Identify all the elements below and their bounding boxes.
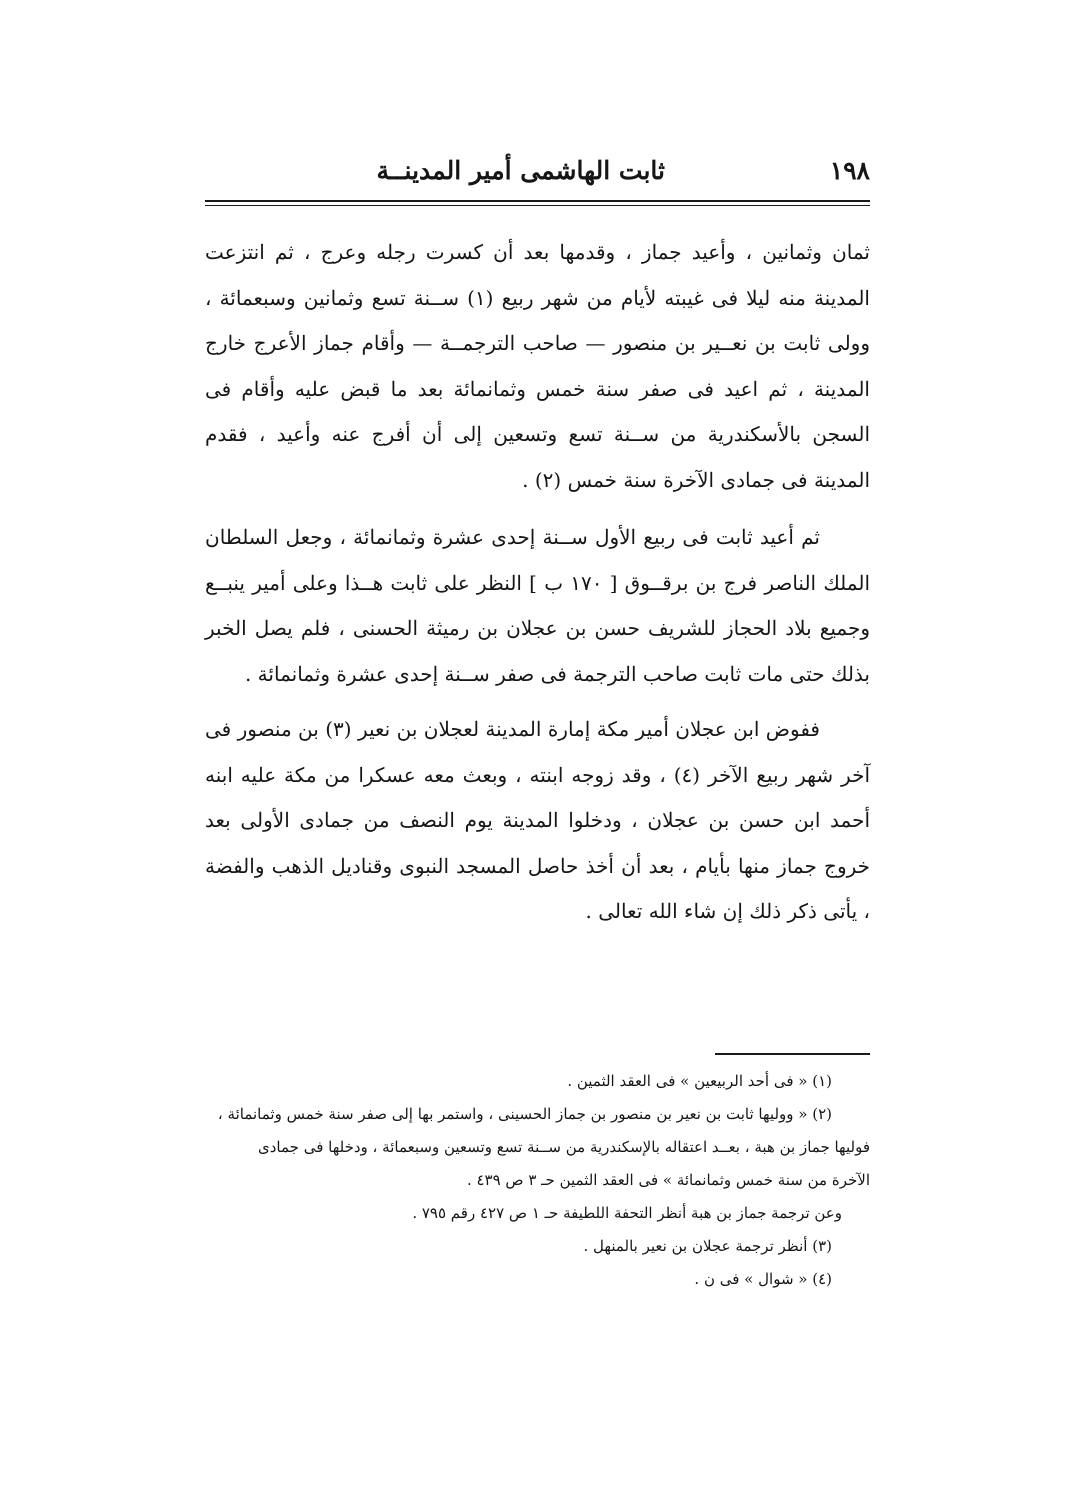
footnote-2-line-2: فوليها جماز بن هبة ، بعــد اعتقاله بالإسكندرية من ســنة تسع وتسعين وسبعمائة ، ودخلها فى جمادى <box>258 1138 870 1156</box>
footnote-3: (٣) أنظر ترجمة عجلان بن نعير بالمنهل . <box>583 1237 832 1255</box>
paragraph-1: ثمان وثمانين ، وأعيد جماز ، وقدمها بعد أن كسرت رجله وعرج ، ثم انتزعت المدينة منه ليلا فى غيبته لأيام من شهر ربيع (١) ســنة تسع وثمانين وسبعمائة ، وولى ثابت بن نعــير بن منصور — صاحب الترجمــة — وأقام جماز الأعرج خارج المدينة ، ثم اعيد فى صفر سنة خمس وثمانمائة بعد ما قبض عليه وأقام فى السجن بالأسكندرية من ســنة تسع وتسعين إلى أن أفرج عنه وأعيد ، فقدم المدينة فى جمادى الآخرة سنة خمس (٢) . <box>205 240 870 492</box>
paragraph-3: ففوض ابن عجلان أمير مكة إمارة المدينة لعجلان بن نعير (٣) بن منصور فى آخر شهر ربيع الآخر (٤) ، وقد زوجه ابنته ، وبعث معه عسكرا من مكة عليه ابنه أحمد ابن حسن بن عجلان ، ودخلوا المدينة يوم النصف من جمادى الأولى بعد خروج جماز منها بأيام ، بعد أن أخذ حاصل المسجد النبوى وقناديل الذهب والفضة ، يأتى ذكر ذلك إن شاء الله تعالى . <box>205 717 870 923</box>
header-rule-secondary <box>205 205 870 206</box>
footnote-2-line-4: وعن ترجمة جماز بن هبة أنظر التحفة اللطيفة حـ ١ ص ٤٢٧ رقم ٧٩٥ . <box>412 1204 842 1222</box>
header-rule <box>205 200 870 202</box>
footnote-1: (١) « فى أحد الربيعين » فى العقد الثمين . <box>567 1072 832 1090</box>
paragraph-2: ثم أعيد ثابت فى ربيع الأول ســنة إحدى عشرة وثمانمائة ، وجعل السلطان الملك الناصر فرج بن برقــوق [ ١٧٠ ب ] النظر على ثابت هــذا وعلى أمير ينبــع وجميع بلاد الحجاز للشريف حسن بن عجلان بن رميثة الحسنى ، فلم يصل الخبر بذلك حتى مات ثابت صاحب الترجمة فى صفر ســنة إحدى عشرة وثمانمائة . <box>205 525 871 686</box>
footnote-2-line-1: (٢) « ووليها ثابت بن نعير بن منصور بن جماز الحسينى ، واستمر بها إلى صفر سنة خمس وثمانمائة ، <box>217 1105 832 1123</box>
running-title: ثابت الهاشمى أمير المدينــة <box>376 156 665 185</box>
footnote-separator <box>715 1053 870 1055</box>
footnotes <box>205 1065 870 1296</box>
footnote-4: (٤) « شوال » فى ن . <box>694 1270 832 1288</box>
footnote-2-line-3: الآخرة من سنة خمس وثمانمائة » فى العقد الثمين حـ ٣ ص ٤٣٩ . <box>466 1171 870 1189</box>
page-number: ١٩٨ <box>829 156 870 185</box>
page-header <box>205 148 870 198</box>
main-text <box>205 230 870 935</box>
